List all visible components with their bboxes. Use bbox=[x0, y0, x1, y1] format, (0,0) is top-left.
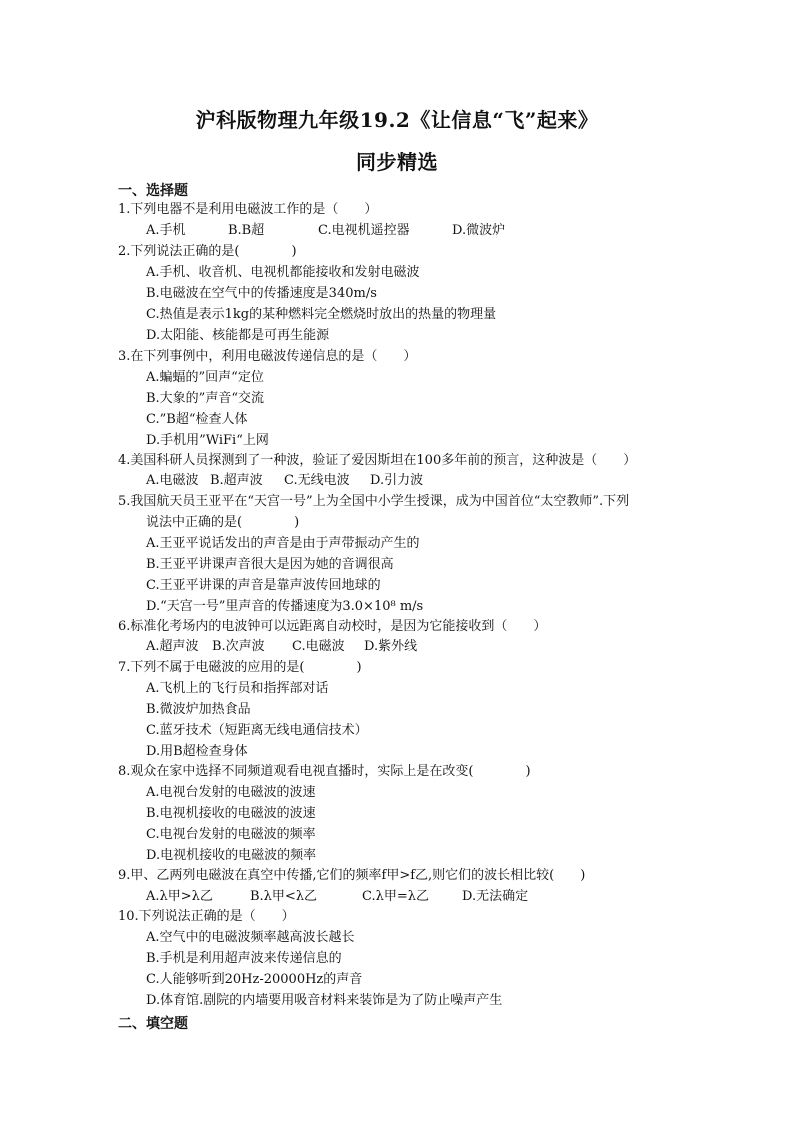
question-8-option-d: D.电视机接收的电磁波的频率 bbox=[146, 848, 317, 863]
question-4-stem: 4.美国科研人员探测到了一种波，验证了爱因斯坦在100多年前的预言，这种波是（ ） bbox=[118, 453, 637, 468]
question-10-option-d: D.体育馆.剧院的内墙要用吸音材料来装饰是为了防止噪声产生 bbox=[146, 993, 503, 1008]
question-6-stem: 6.标准化考场内的电波钟可以远距离自动校时，是因为它能接收到（ ） bbox=[118, 619, 547, 634]
document-title: 沪科版物理九年级19.2《让信息“飞”起来》 bbox=[195, 108, 599, 132]
question-5-stem: 5.我国航天员王亚平在“天宫一号”上为全国中小学生授课，成为中国首位“太空教师”.下列 bbox=[118, 494, 630, 509]
question-8-option-a: A.电视台发射的电磁波的波速 bbox=[146, 785, 316, 800]
question-6-options bbox=[146, 638, 417, 656]
question-2-option-d: D.太阳能、核能都是可再生能源 bbox=[146, 328, 330, 343]
option: B.B超 bbox=[228, 223, 265, 238]
question-2-option-c: C.热值是表示1kg的某种燃料完全燃烧时放出的热量的物理量 bbox=[146, 307, 497, 322]
question-7-option-c: C.蓝牙技术（短距离无线电通信技术） bbox=[146, 723, 368, 738]
option: B.次声波 bbox=[212, 639, 265, 654]
question-3-stem: 3.在下列事例中，利用电磁波传递信息的是（ ） bbox=[118, 349, 417, 364]
question-10-option-c: C.人能够听到20Hz-20000Hz的声音 bbox=[146, 972, 363, 987]
option: D.引力波 bbox=[370, 473, 424, 488]
question-5-option-c: C.王亚平讲课的声音是靠声波传回地球的 bbox=[146, 578, 381, 593]
question-1-options bbox=[146, 222, 505, 240]
question-5-stem-continued: 说法中正确的是( ) bbox=[146, 515, 300, 530]
question-4-options bbox=[146, 472, 423, 490]
question-2-stem: 2.下列说法正确的是( ) bbox=[118, 244, 297, 259]
question-10-option-a: A.空气中的电磁波频率越高波长越长 bbox=[146, 930, 355, 945]
question-8-stem: 8.观众在家中选择不同频道观看电视直播时，实际上是在改变( ) bbox=[118, 764, 531, 779]
option: D.无法确定 bbox=[462, 889, 529, 904]
question-10-option-b: B.手机是利用超声波来传递信息的 bbox=[146, 951, 342, 966]
option: D.紫外线 bbox=[364, 639, 418, 654]
option: A.手机 bbox=[146, 223, 186, 238]
option: B.超声波 bbox=[210, 473, 263, 488]
question-5-option-d: D.“天宫一号”里声音的传播速度为3.0×10⁸ m/s bbox=[146, 599, 424, 614]
option: D.微波炉 bbox=[452, 223, 506, 238]
option: A.λ甲>λ乙 bbox=[146, 889, 213, 904]
question-7-stem: 7.下列不属于电磁波的应用的是( ) bbox=[118, 660, 362, 675]
question-3-option-c: C.”B超“检查人体 bbox=[146, 412, 248, 427]
question-3-option-b: B.大象的”声音“交流 bbox=[146, 391, 264, 406]
section-heading-choice: 一、选择题 bbox=[118, 183, 188, 199]
option: A.超声波 bbox=[146, 639, 199, 654]
option: B.λ甲<λ乙 bbox=[250, 889, 318, 904]
question-7-option-d: D.用B超检查身体 bbox=[146, 744, 248, 759]
option: C.电磁波 bbox=[292, 639, 345, 654]
question-1-stem: 1.下列电器不是利用电磁波工作的是（ ） bbox=[118, 202, 378, 217]
question-3-option-d: D.手机用”WiFi“上网 bbox=[146, 433, 269, 448]
question-9-stem: 9.甲、乙两列电磁波在真空中传播,它们的频率f甲>f乙,则它们的波长相比较( ) bbox=[118, 868, 586, 883]
option: C.无线电波 bbox=[284, 473, 350, 488]
question-10-stem: 10.下列说法正确的是（ ） bbox=[118, 909, 295, 924]
document-subtitle: 同步精选 bbox=[356, 150, 438, 174]
question-9-options bbox=[146, 888, 528, 906]
option: C.电视机遥控器 bbox=[318, 223, 410, 238]
option: C.λ甲=λ乙 bbox=[362, 889, 429, 904]
question-5-option-a: A.王亚平说话发出的声音是由于声带振动产生的 bbox=[146, 536, 420, 551]
question-7-option-b: B.微波炉加热食品 bbox=[146, 702, 251, 717]
question-8-option-c: C.电视台发射的电磁波的频率 bbox=[146, 827, 316, 842]
question-8-option-b: B.电视机接收的电磁波的波速 bbox=[146, 806, 316, 821]
question-3-option-a: A.蝙蝠的”回声“定位 bbox=[146, 370, 264, 385]
option: A.电磁波 bbox=[146, 473, 199, 488]
question-5-option-b: B.王亚平讲课声音很大是因为她的音调很高 bbox=[146, 557, 394, 572]
question-2-option-b: B.电磁波在空气中的传播速度是340m/s bbox=[146, 286, 377, 301]
section-heading-fill-in: 二、填空题 bbox=[118, 1016, 188, 1032]
question-2-option-a: A.手机、收音机、电视机都能接收和发射电磁波 bbox=[146, 265, 420, 280]
question-7-option-a: A.飞机上的飞行员和指挥部对话 bbox=[146, 681, 329, 696]
